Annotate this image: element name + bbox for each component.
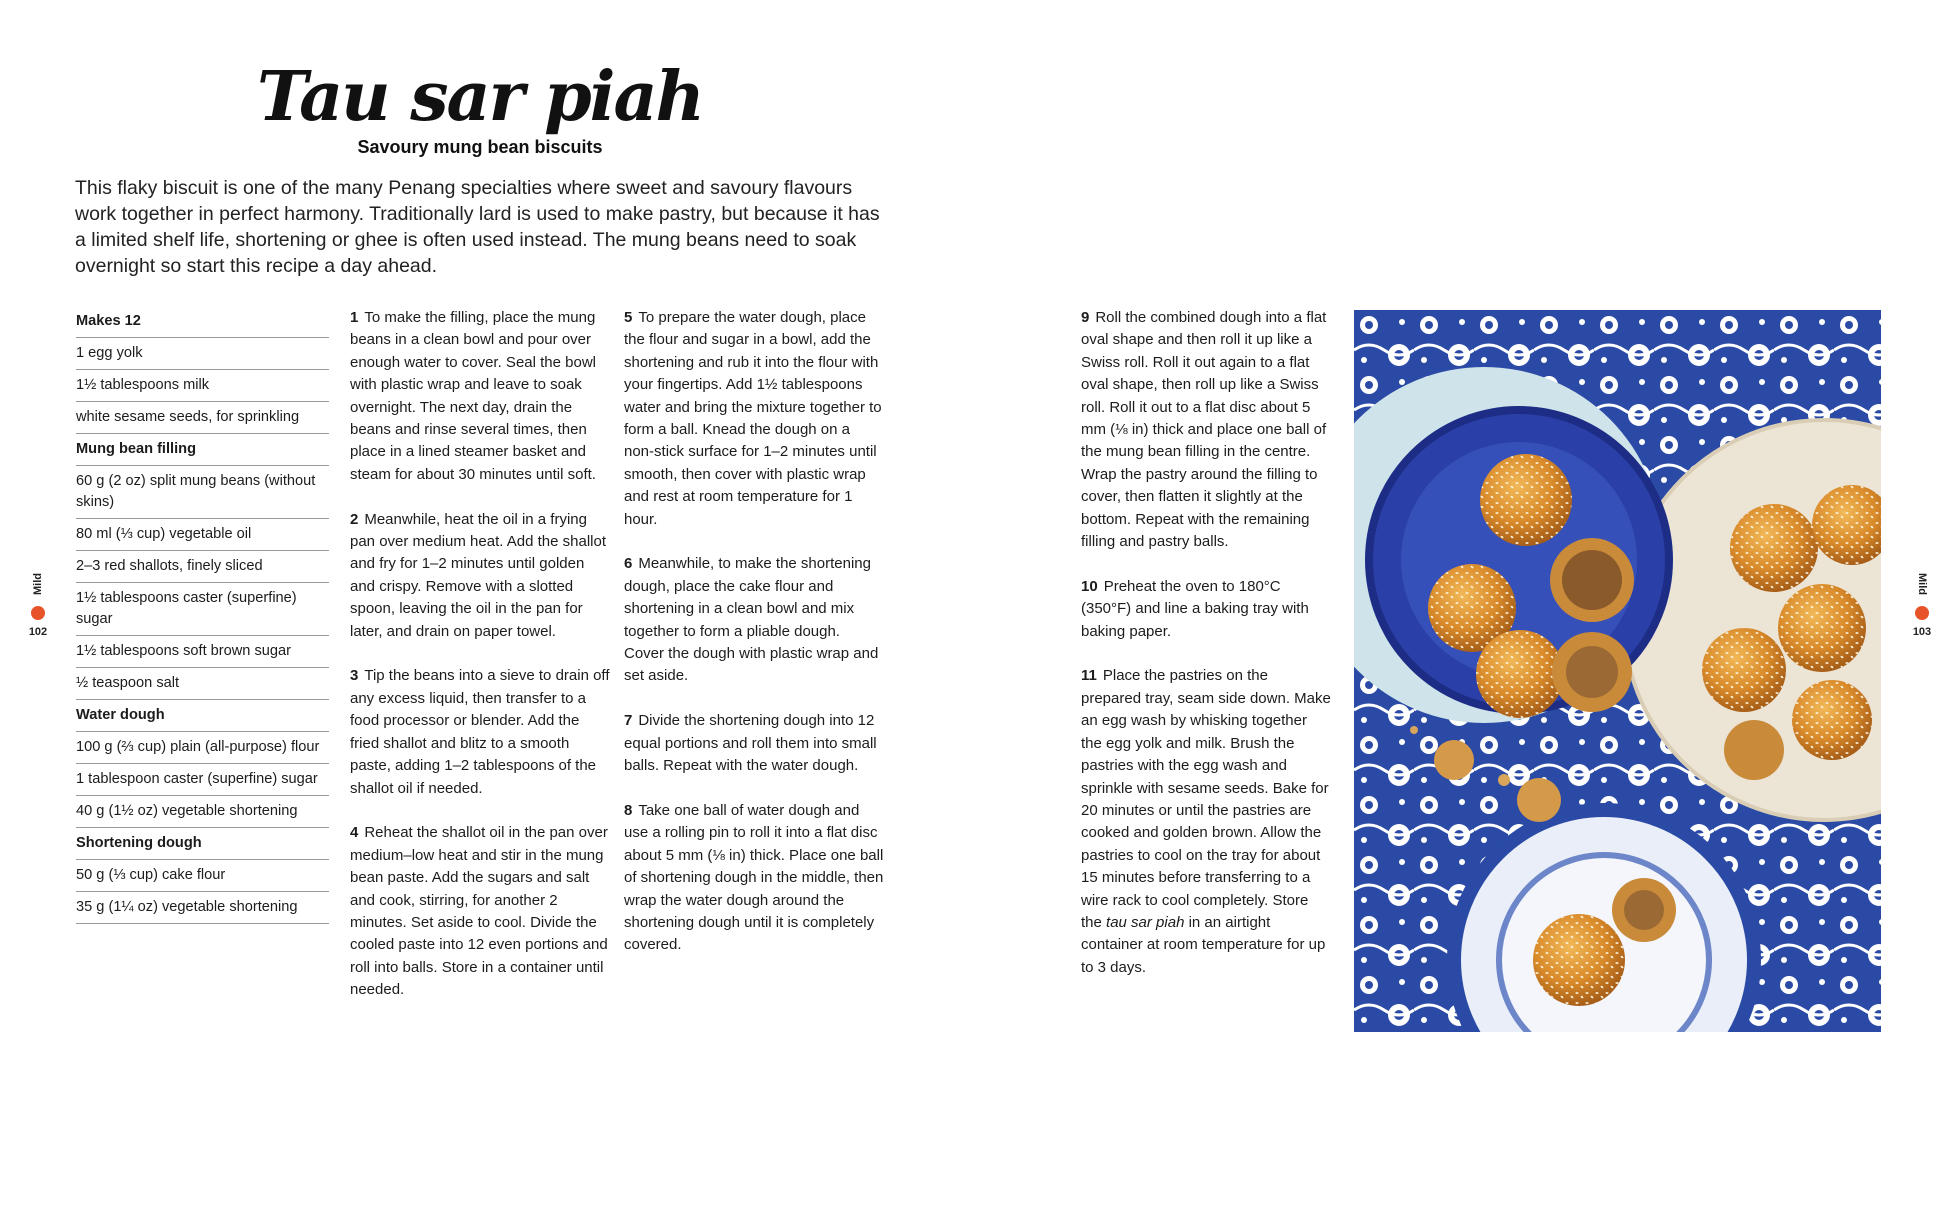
ingredient-item: 1 egg yolk xyxy=(76,338,329,370)
step-number: 11 xyxy=(1081,667,1097,685)
ingredient-item: white sesame seeds, for sprinkling xyxy=(76,402,329,434)
method-step xyxy=(624,553,884,687)
ingredient-item: 60 g (2 oz) split mung beans (without skins) xyxy=(76,466,329,519)
step-text: To prepare the water dough, place the flour and sugar in a bowl, add the shortening and rub it into the flour with your fingertips. Add 1½ tablespoons water and bring the mixture together to form a ball. Knead the dough on a non-stick surface for 1–2 minutes until smooth, then cover with plastic wrap and rest at room temperature for 1 hour. xyxy=(624,309,882,528)
method-step xyxy=(624,710,884,777)
method-step xyxy=(350,822,610,1001)
ingredient-item: 40 g (1½ oz) vegetable shortening xyxy=(76,796,329,828)
ingredient-item: 35 g (1¼ oz) vegetable shortening xyxy=(76,892,329,924)
step-number: 10 xyxy=(1081,577,1098,595)
step-number: 4 xyxy=(350,824,359,842)
method-step xyxy=(1081,665,1331,979)
method-step xyxy=(624,800,884,957)
section-label: Mild xyxy=(32,573,44,595)
step-text-italic: tau sar piah xyxy=(1106,913,1185,931)
step-text: To make the filling, place the mung beans in a clean bowl and pour over enough water to cover. Seal the bowl with plastic wrap and leave to soak overnight. The next day, drain the beans and rinse several times, then place in a lined steamer basket and steam for about 30 minutes until soft. xyxy=(350,309,596,483)
step-number: 6 xyxy=(624,555,633,573)
recipe-subtitle: Savoury mung bean biscuits xyxy=(357,137,603,157)
method-step xyxy=(624,307,884,531)
ingredient-heading: Shortening dough xyxy=(76,828,329,860)
step-text: Take one ball of water dough and use a rolling pin to roll it into a flat disc about 5 mm (⅛ in) thick. Place one ball of shortening dough in the middle, then wrap the water dough around the shortening dough until it is completely covered. xyxy=(624,801,884,954)
recipe-title: Tau sar piah xyxy=(257,57,703,137)
ingredient-item: ½ teaspoon salt xyxy=(76,668,329,700)
step-text: Divide the shortening dough into 12 equal portions and roll them into small balls. Repeat with the water dough. xyxy=(624,712,877,775)
section-label: Mild xyxy=(1916,573,1928,595)
recipe-intro: This flaky biscuit is one of the many Penang specialties where sweet and savoury flavours work together in perfect harmony. Traditionally lard is used to make pastry, but because it has a limited shelf life, shortening or ghee is often used instead. The mung beans need to soak overnight so start this recipe a day ahead. xyxy=(75,177,880,277)
step-text: Place the pastries on the prepared tray, seam side down. Make an egg wash by whisking together the egg yolk and milk. Brush the pastries with the egg wash and sprinkle with sesame seeds. Bake for 20 minutes or until the pastries are cooked and golden brown. Allow the pastries to cool on the tray for about 15 minutes before transferring to a wire rack to cool completely. Store the xyxy=(1081,667,1331,931)
ingredient-item: 1½ tablespoons milk xyxy=(76,370,329,402)
recipe-photo xyxy=(1354,310,1881,1032)
method-step xyxy=(1081,307,1331,553)
method-column-1 xyxy=(350,307,610,1024)
biscuits-photo-illustration xyxy=(1354,310,1881,1032)
step-text: Reheat the shallot oil in the pan over medium–low heat and stir in the mung bean paste. Add the sugars and salt and cook, stirring, for another 2 minutes. Set aside to cool. Divide the cooled paste into 12 even portions and roll into balls. Store in a container until needed. xyxy=(350,824,608,999)
method-step xyxy=(350,509,610,643)
step-number: 7 xyxy=(624,712,633,730)
step-text: Tip the beans into a sieve to drain off any excess liquid, then transfer to a food processor or blender. Add the fried shallot and blitz to a smooth paste, adding 1–2 tablespoons of the shallot oil if needed. xyxy=(350,667,610,797)
step-number: 8 xyxy=(624,801,633,819)
method-column-2 xyxy=(624,307,884,979)
crumb xyxy=(1434,740,1474,780)
ingredient-item: 80 ml (⅓ cup) vegetable oil xyxy=(76,519,329,551)
step-text: Preheat the oven to 180°C (350°F) and line a baking tray with baking paper. xyxy=(1081,577,1309,640)
ingredient-item: 1 tablespoon caster (superfine) sugar xyxy=(76,764,329,796)
method-column-3 xyxy=(1081,307,1331,1002)
step-text-tail: in an airtight container at room temperature for up to 3 days. xyxy=(1081,913,1326,976)
method-step xyxy=(1081,576,1331,643)
section-dot-icon xyxy=(1915,606,1929,620)
step-number: 3 xyxy=(350,667,359,685)
step-text: Meanwhile, to make the shortening dough, place the cake flour and shortening in a clean bowl and mix together to form a pliable dough. Cover the dough with plastic wrap and set aside. xyxy=(624,555,879,685)
ingredient-list xyxy=(76,306,329,924)
page-tab-left xyxy=(18,570,58,638)
ingredient-heading: Water dough xyxy=(76,700,329,732)
ingredient-item: 2–3 red shallots, finely sliced xyxy=(76,551,329,583)
crumb xyxy=(1517,778,1561,822)
step-number: 5 xyxy=(624,309,633,326)
step-number: 2 xyxy=(350,510,359,528)
ingredient-item: 100 g (⅔ cup) plain (all-purpose) flour xyxy=(76,732,329,764)
step-number: 9 xyxy=(1081,309,1090,326)
ingredient-heading: Makes 12 xyxy=(76,306,329,338)
ingredient-heading: Mung bean filling xyxy=(76,434,329,466)
step-number: 1 xyxy=(350,309,359,326)
step-text: Meanwhile, heat the oil in a frying pan over medium heat. Add the shallot and fry for 1–2 minutes until golden and crispy. Remove with a slotted spoon, leaving the oil in the pan for later, and drain on paper towel. xyxy=(350,510,606,640)
page-tab-right xyxy=(1902,570,1942,638)
ingredient-item: 1½ tablespoons soft brown sugar xyxy=(76,636,329,668)
page-number: 103 xyxy=(1912,626,1932,638)
step-text: Roll the combined dough into a flat oval shape and then roll it up like a Swiss roll. Roll it out again to a flat oval shape, then roll up like a Swiss roll. Roll it out to a flat disc about 5 mm (⅛ in) thick and place one ball of the mung bean filling in the centre. Wrap the pastry around the filling to cover, then flatten it slightly at the bottom. Repeat with the remaining filling and pastry balls. xyxy=(1081,309,1327,551)
ingredient-item: 50 g (⅓ cup) cake flour xyxy=(76,860,329,892)
method-step xyxy=(350,307,610,486)
ingredient-item: 1½ tablespoons caster (superfine) sugar xyxy=(76,583,329,636)
method-step xyxy=(350,665,610,799)
section-dot-icon xyxy=(31,606,45,620)
page-number: 102 xyxy=(28,626,48,638)
